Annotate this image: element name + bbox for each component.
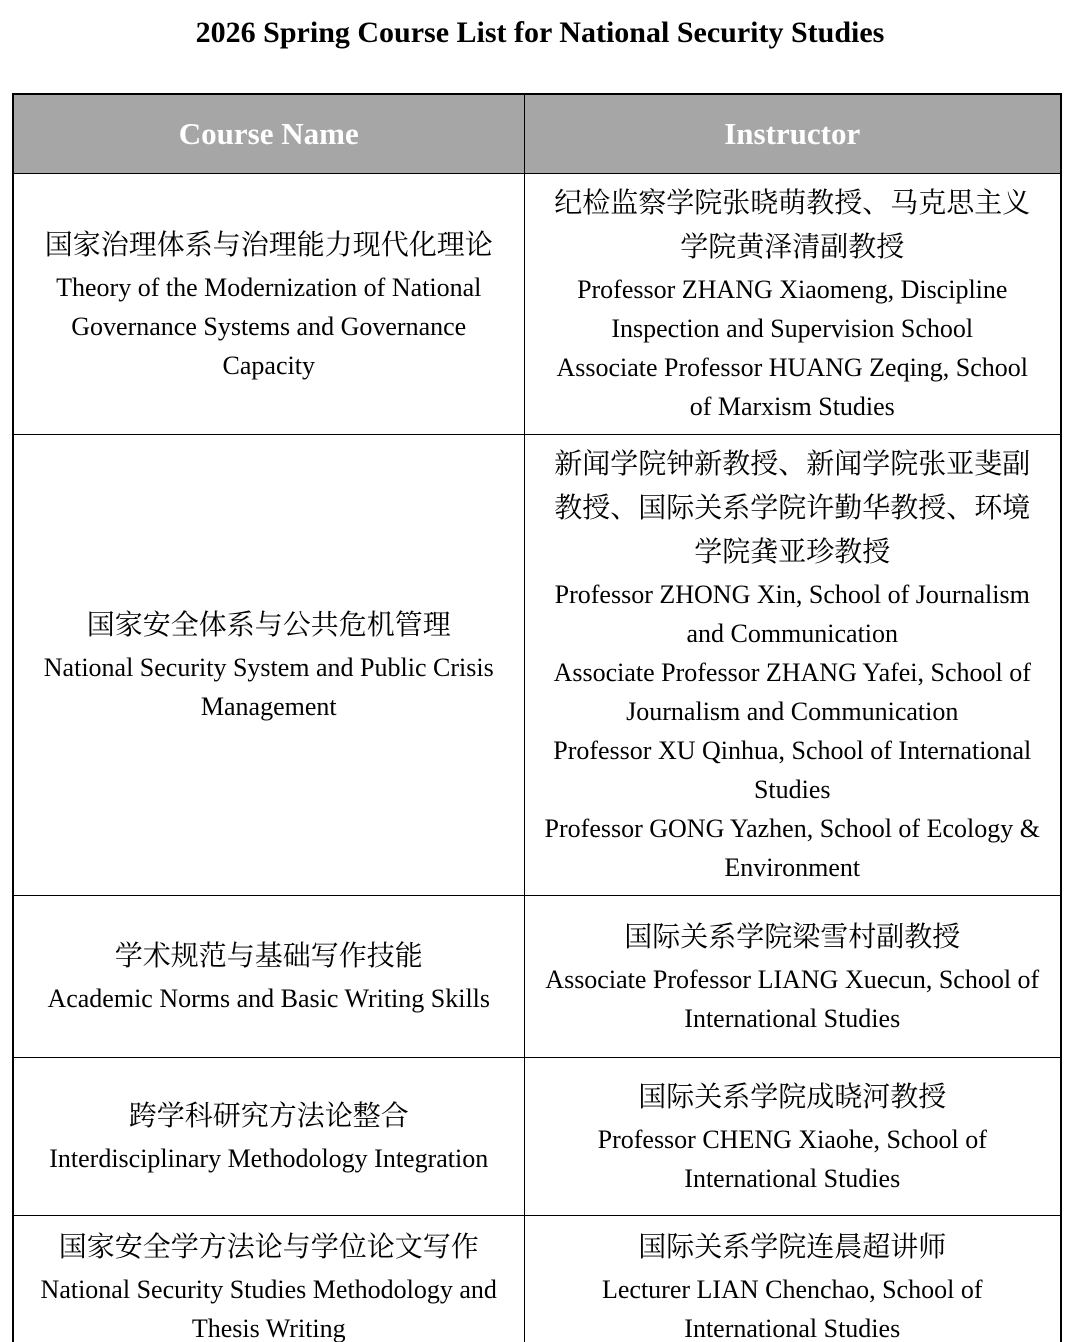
course-cell [13,1216,524,1342]
instructor-cell [524,896,1061,1058]
table-row [13,1058,1061,1216]
course-name-zh: 跨学科研究方法论整合 [128,1101,409,1132]
course-cell [13,1058,524,1216]
instructor-cell [524,1058,1061,1216]
instructor-en-entry: Associate Professor LIANG Xuecun, School of International Studies [545,964,1040,1033]
header-course-name: Course Name [13,94,524,174]
course-cell [13,896,524,1058]
course-name-zh: 学术规范与基础写作技能 [114,941,423,972]
instructor-zh: 国际关系学院成晓河教授 [638,1081,947,1113]
course-name-en: National Security Studies Methodology and Thesis Writing [40,1275,497,1342]
instructor-zh: 纪检监察学院张晓萌教授、马克思主义学院黄泽清副教授 [554,188,1031,263]
course-cell [13,435,524,896]
course-name-en: National Security System and Public Crisis Management [43,653,494,721]
course-name-en: Theory of the Modernization of National Governance Systems and Governance Capacity [56,272,482,380]
instructor-en-entry: Professor GONG Yazhen, School of Ecology & Environment [544,814,1040,882]
instructor-en-list [543,1270,1043,1342]
instructor-en-list [543,1120,1043,1198]
instructor-en-entry: Lecturer LIAN Chenchao, School of International Studies [602,1275,983,1342]
table-row [13,1216,1061,1342]
instructor-en-entry: Professor ZHONG Xin, School of Journalism and Communication [554,580,1030,648]
page-title: 2026 Spring Course List for National Security Studies [195,16,885,49]
instructor-cell [524,174,1061,435]
course-cell [13,174,524,435]
header-instructor: Instructor [524,94,1061,174]
course-table [12,93,1062,1342]
instructor-zh: 国际关系学院梁雪村副教授 [624,921,961,953]
instructor-en-entry: Associate Professor HUANG Zeqing, School of Marxism Studies [556,353,1029,421]
course-name-zh: 国家治理体系与治理能力现代化理论 [44,229,493,261]
instructor-en-list [543,575,1043,887]
instructor-en-entry: Associate Professor ZHANG Yafei, School of Journalism and Communication [553,658,1031,726]
course-name-en: Interdisciplinary Methodology Integration [49,1144,489,1173]
instructor-en-entry: Professor ZHANG Xiaomeng, Discipline Inspection and Supervision School [577,275,1008,343]
header-row [13,94,1061,174]
instructor-cell [524,435,1061,896]
course-name-zh: 国家安全学方法论与学位论文写作 [58,1232,479,1264]
instructor-en-list [543,270,1043,426]
instructor-cell [524,1216,1061,1342]
table-row [13,174,1061,435]
table-row [13,435,1061,896]
course-name-en: Academic Norms and Basic Writing Skills [47,984,491,1013]
instructor-zh: 国际关系学院连晨超讲师 [638,1232,947,1264]
instructor-en-entry: Professor CHENG Xiaohe, School of International Studies [597,1124,987,1193]
instructor-zh: 新闻学院钟新教授、新闻学院张亚斐副教授、国际关系学院许勤华教授、环境学院龚亚珍教授 [554,449,1031,568]
table-body [13,174,1061,1342]
instructor-en-list [543,960,1043,1038]
table-row [13,896,1061,1058]
course-name-zh: 国家安全体系与公共危机管理 [86,610,451,641]
instructor-en-entry: Professor XU Qinhua, School of International Studies [553,736,1032,804]
